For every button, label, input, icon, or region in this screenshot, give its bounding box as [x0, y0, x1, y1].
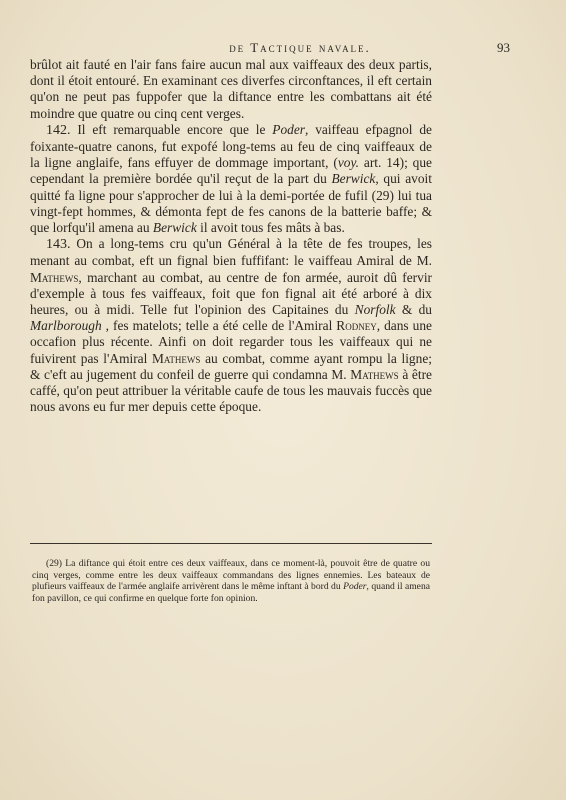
ship-name-berwick-2: Berwick	[152, 220, 197, 236]
running-title: de Tactique navale.	[229, 40, 371, 55]
footnote	[32, 558, 430, 604]
ship-name-norfolk: Norfolk	[354, 302, 396, 318]
footnote-ship-poder: Poder	[343, 581, 367, 593]
footnote-divider	[30, 543, 432, 544]
article-number-143: 143.	[46, 237, 71, 253]
person-name-rodney: Rodney	[336, 318, 377, 334]
ship-name-poder: Poder	[272, 121, 306, 137]
voy-abbrev: voy.	[337, 155, 360, 171]
paragraph-continued: brûlot ait fauté en l'air fans faire aucun mal aux vaiffeaux des deux partis, dont il étoit entouré. En examinant ces diverfes circonftances, il eft certain qu'on ne peut pas fuppofer que la diftance entre les combattans ait été moindre que quatre ou cinq cent verges.	[30, 57, 432, 121]
article-number-142: 142.	[46, 122, 71, 138]
footnote-29: (29) La diftance qui étoit entre ces deux vaiffeaux, dans ce moment-là, pouvoit être de quatre ou cinq verges, comme entre les deux vaiffeaux commandans des lignes ennemies. Les bateaux de plufieurs vaiffeaux de l'armée anglaife arrivèrent dans le même inftant à bord du Poder, quand il amena fon pavillon, ce qui confirme en quelque forte fon opinion.	[32, 558, 430, 604]
page-number: 93	[497, 40, 510, 55]
ship-name-marlborough: Marlborough	[30, 318, 102, 334]
person-name-mathews: Mathews	[30, 269, 79, 285]
page-header	[90, 40, 510, 56]
person-name-mathews-2: Mathews	[152, 350, 201, 366]
person-name-mathews-3: Mathews	[350, 366, 399, 382]
paragraph-142: 142. Il eft remarquable encore que le Poder, vaiffeau efpagnol de foixante-quatre canons, fut expofé long-tems au feu de cinq vaiffeaux de la ligne anglaife, fans effuyer de dommage important, (voy. art. 14); que cependant la première bordée qu'il reçut de la part du Berwick, qui avoit quitté fa ligne pour s'approcher de lui à la demi-portée de fufil (29) lui tua vingt-fept hommes, & démonta fept de fes canons de la batterie baffe; & que lorfqu'il amena au Berwick il avoit tous fes mâts à bas.	[30, 121, 432, 236]
paragraph-143: 143. On a long-tems cru qu'un Général à la tête de fes troupes, les menant au combat, eft un fignal bien fuffifant: le vaiffeau Amiral de M. Mathews, marchant au combat, au centre de fon armée, auroit dû fervir d'exemple à tous fes vaiffeaux, foit que fon fignal ait été arboré à dix heures, ou à midi. Telle fut l'opinion des Capitaines du Norfolk & du Marlborough , fes matelots; telle a été celle de l'Amiral Rodney, dans une occafion plus récente. Ainfi on doit regarder tous les vaiffeaux qui ne fuivirent pas l'Amiral Mathews au combat, comme ayant rompu la ligne; & c'eft au jugement du confeil de guerre qui condamna M. Mathews à être caffé, qu'on peut attribuer la véritable caufe de tous les mauvais fuccès que nous avons eu fur mer depuis cette époque.	[30, 236, 432, 415]
ship-name-berwick: Berwick	[331, 171, 376, 187]
body-text	[30, 57, 432, 415]
